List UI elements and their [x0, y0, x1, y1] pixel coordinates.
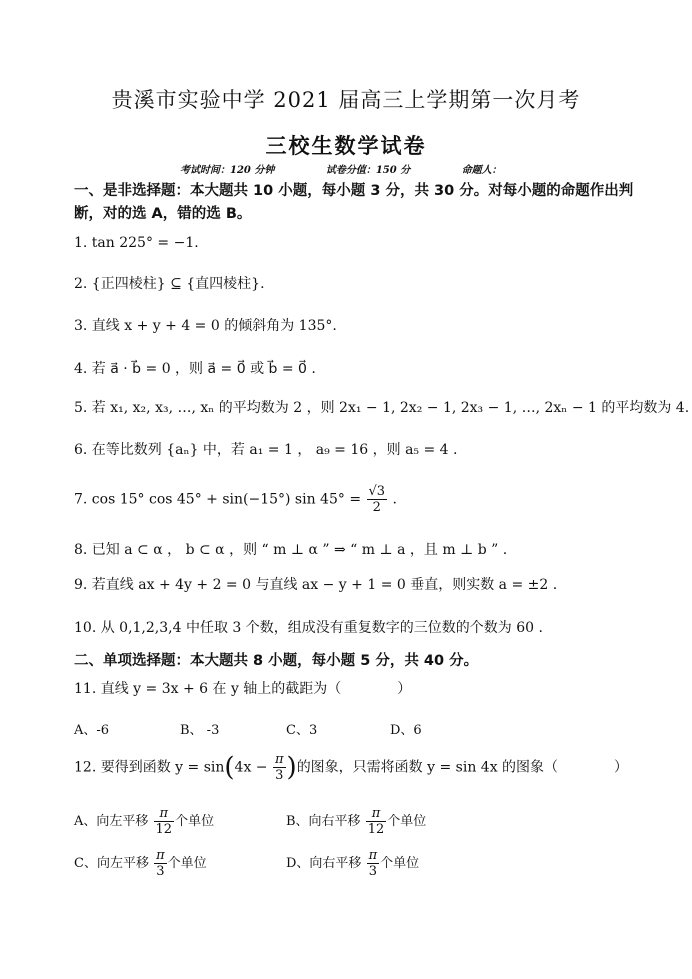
q7-frac-den: 2 — [372, 500, 381, 515]
q12d-fraction: $\frac{\pi}{3}$ — [368, 848, 378, 879]
question-7: 7. cos 15° cos 45° + sin(−15°) sin 45° = — [74, 491, 362, 508]
q12-stem-pre: 12. 要得到函数 y = sin — [74, 759, 225, 776]
q12-option-c: C、向左平移 $\frac{\pi}{3}$ 个单位 — [74, 848, 207, 879]
q7-fraction — [367, 484, 388, 515]
q12-option-d: D、向右平移 $\frac{\pi}{3}$ 个单位 — [286, 848, 420, 879]
q7-frac-num: √3 — [368, 484, 386, 499]
q12-option-a: A、向左平移 $\frac{\pi}{12}$ 个单位 — [74, 806, 215, 837]
q12a-fraction: $\frac{\pi}{12}$ — [155, 806, 173, 837]
exam-subtitle: 三校生数学试卷 — [265, 133, 427, 158]
q12-stem-inner: 4x − — [234, 759, 268, 776]
q12-frac-num: π — [274, 752, 284, 767]
q12-option-b: B、向右平移 $\frac{\pi}{12}$ 个单位 — [286, 806, 427, 837]
section2-heading: 二、单项选择题：本大题共 8 小题，每小题 5 分，共 40 分。 — [74, 653, 479, 669]
question-11: 11. 直线 y = 3x + 6 在 y 轴上的截距为（ ） — [74, 681, 412, 697]
question-3: 3. 直线 x + y + 4 = 0 的倾斜角为 135°. — [74, 318, 337, 334]
question-8: 8. 已知 a ⊂ α ， b ⊂ α ，则 “ m ⊥ α ” ⇒ “ m ⊥ a ，且 m ⊥ b ” . — [74, 542, 508, 558]
exam-title: 贵溪市实验中学 2021 届高三上学期第一次月考 — [111, 88, 581, 112]
full-score: 试卷分值：150 分 — [325, 165, 411, 176]
exam-meta — [180, 161, 550, 176]
exam-time: 考试时间：120 分钟 — [180, 165, 275, 176]
question-10: 10. 从 0,1,2,3,4 中任取 3 个数，组成没有重复数字的三位数的个数为 60 . — [74, 620, 543, 636]
question-12-row: 12. 要得到函数 y = sin(4x − $\frac{\pi}{3}$ )的图象，只需将函数 y = sin 4x 的图象（ ） — [74, 752, 629, 783]
section1-heading: 一、是非选择题：本大题共 10 小题，每小题 3 分，共 30 分。对每小题的命题作出判断，对的选 A，错的选 B。 — [74, 183, 634, 222]
q12-stem-post: 的图象，只需将函数 y = sin 4x 的图象（ ） — [296, 759, 629, 776]
question-2: 2. {正四棱柱} ⊆ {直四棱柱}. — [74, 276, 265, 292]
question-9: 9. 若直线 ax + 4y + 2 = 0 与直线 ax − y + 1 = 0 垂直，则实数 a = ±2 . — [74, 577, 558, 593]
question-7-row: 7. cos 15° cos 45° + sin(−15°) sin 45° = $\frac{√3}{2}$ . — [74, 484, 397, 515]
question-1: 1. tan 225° = −1. — [74, 235, 199, 251]
q12b-fraction: $\frac{\pi}{12}$ — [367, 806, 385, 837]
q11-option-c: C、3 — [286, 723, 318, 738]
q11-option-b: B、 -3 — [180, 723, 220, 738]
q12-fraction — [273, 752, 286, 783]
q11-option-a: A、-6 — [74, 723, 110, 738]
author: 命题人： — [461, 165, 502, 176]
question-5: 5. 若 x₁, x₂, x₃, …, xₙ 的平均数为 2 ，则 2x₁ − 1, 2x₂ − 1, 2x₃ − 1, …, 2xₙ − 1 的平均数为 4. — [74, 400, 690, 416]
q11-option-d: D、6 — [390, 723, 422, 738]
question-6: 6. 在等比数列 {aₙ} 中，若 a₁ = 1 ， a₉ = 16 ，则 a₅ = 4 . — [74, 442, 458, 458]
q12c-fraction: $\frac{\pi}{3}$ — [156, 848, 165, 879]
question-4: 4. 若 a⃗ · b⃗ = 0 ，则 a⃗ = 0⃗ 或 b⃗ = 0⃗ . — [74, 361, 316, 377]
q12-frac-den: 3 — [275, 768, 284, 783]
